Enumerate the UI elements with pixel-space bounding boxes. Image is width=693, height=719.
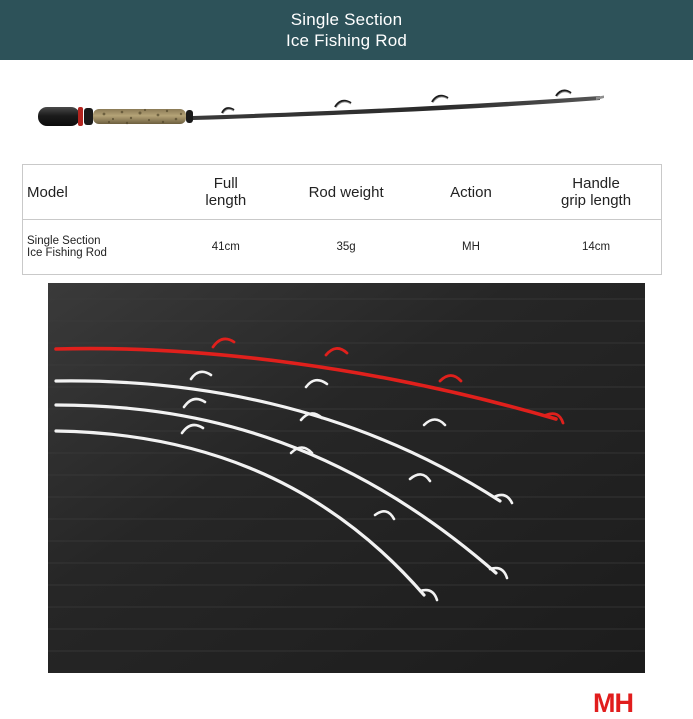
column-header-full-length-line2: length	[205, 192, 247, 209]
column-header-grip-line2: grip length	[561, 192, 632, 209]
column-header-rod-weight	[281, 165, 410, 220]
cell-model	[23, 220, 171, 275]
grip-collar	[186, 110, 193, 123]
page-title-line-1: Single Section	[290, 9, 403, 29]
cork-grip	[93, 109, 186, 124]
column-header-full-length	[170, 165, 281, 220]
action-curve-panel	[48, 283, 645, 718]
rod-illustration	[0, 60, 693, 160]
rod-blank	[193, 96, 600, 120]
action-curve-svg	[48, 283, 645, 673]
cell-rod-weight: 35g	[336, 241, 356, 253]
panel-background	[48, 283, 645, 673]
column-header-model	[23, 165, 171, 220]
page-header	[0, 0, 693, 60]
spec-table	[22, 164, 662, 275]
accent-ring-1	[78, 107, 83, 126]
action-badge-mh: MH	[593, 688, 633, 718]
column-header-model-label: Model	[27, 183, 68, 201]
page-title-line-2: Ice Fishing Rod	[285, 31, 408, 50]
column-header-handle-grip-length	[531, 165, 661, 220]
column-header-action	[411, 165, 531, 220]
cell-model-line1: Single Section	[27, 235, 101, 247]
column-header-full-length-line1: Full	[213, 175, 238, 192]
column-header-action-label: Action	[450, 183, 492, 201]
cell-handle-grip-length: 14cm	[581, 241, 611, 253]
cell-model-line2: Ice Fishing Rod	[27, 247, 107, 259]
butt-grip	[38, 107, 80, 126]
rod-illustration-svg	[0, 60, 693, 160]
column-header-rod-weight-label: Rod weight	[308, 183, 384, 201]
column-header-grip-line1: Handle	[572, 175, 620, 192]
reel-seat-front	[84, 108, 93, 125]
table-header-row	[23, 165, 662, 220]
table-row	[23, 220, 662, 275]
cell-full-length: 41cm	[211, 241, 240, 253]
cell-action: MH	[462, 241, 480, 253]
